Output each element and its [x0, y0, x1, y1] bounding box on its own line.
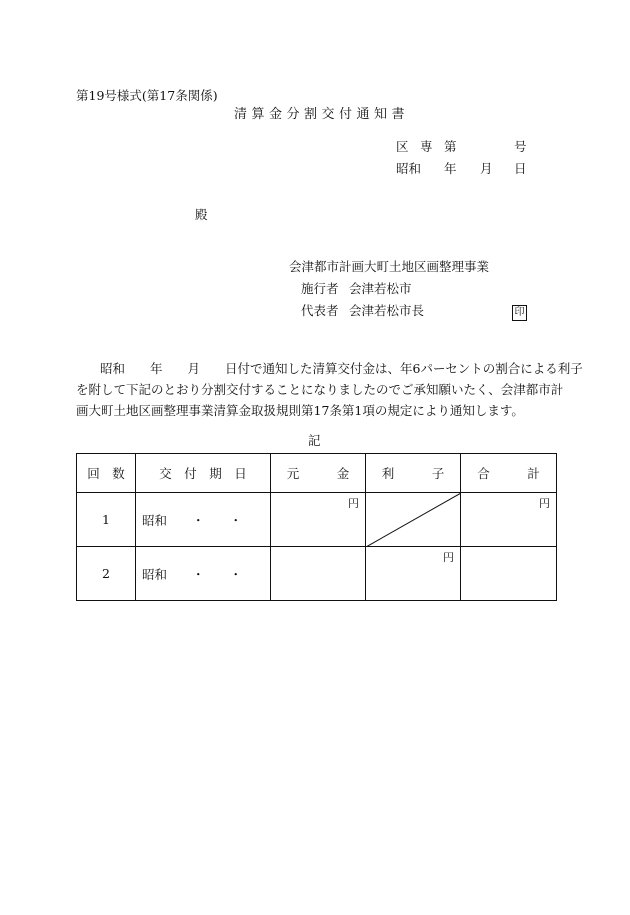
executor-name: 会津若松市	[349, 281, 412, 296]
header-count: 回 数	[77, 454, 136, 493]
row2-total	[461, 547, 557, 601]
row2-date: 昭和 ・ ・	[136, 547, 271, 601]
ref-sen: 専	[420, 139, 433, 154]
installment-table	[76, 453, 557, 601]
ref-ku: 区	[396, 139, 409, 154]
header-total: 合 計	[461, 454, 557, 493]
diagonal-strike-line	[366, 493, 461, 547]
ref-dai: 第	[444, 139, 457, 154]
issuer-project: 会津都市計画大町土地区画整理事業	[289, 259, 490, 274]
header-date: 交 付 期 日	[136, 454, 271, 493]
header-principal: 元 金	[271, 454, 366, 493]
interest-unit: 円	[443, 551, 454, 564]
body-line-3: 画大町土地区画整理事業清算金取扱規則第17条第1項の規定により通知します。	[76, 403, 524, 418]
principal-unit: 円	[348, 497, 359, 510]
ref-era: 昭和	[396, 161, 422, 176]
ref-month: 月	[480, 161, 493, 176]
header-interest: 利 子	[366, 454, 461, 493]
table-header-row	[77, 454, 557, 493]
form-number: 第19号様式(第17条関係)	[76, 88, 218, 103]
representative-name: 会津若松市長	[349, 303, 425, 318]
row2-principal	[271, 547, 366, 601]
body-line-2: を附して下記のとおり分割交付することになりましたのでご承知願いたく、会津都市計	[76, 382, 564, 397]
row1-total	[461, 493, 557, 547]
note-label: 記	[308, 433, 321, 448]
row1-date: 昭和 ・ ・	[136, 493, 271, 547]
document-title: 清算金分割交付通知書	[234, 107, 410, 122]
ref-year: 年	[444, 161, 457, 176]
table-row	[77, 547, 557, 601]
seal-mark: 印	[512, 305, 527, 321]
row1-count: 1	[77, 493, 136, 547]
row1-interest	[366, 493, 461, 547]
row2-interest	[366, 547, 461, 601]
ref-day: 日	[514, 161, 527, 176]
executor-label: 施行者	[301, 281, 339, 296]
row2-count: 2	[77, 547, 136, 601]
seal-stamp	[512, 300, 527, 321]
row1-principal	[271, 493, 366, 547]
table-row	[77, 493, 557, 547]
body-line-1: 昭和 年 月 日付で通知した清算交付金は、年6パーセントの割合による利子	[100, 361, 583, 376]
representative-label: 代表者	[301, 303, 339, 318]
total-unit: 円	[539, 497, 550, 510]
ref-go: 号	[514, 139, 527, 154]
addressee-suffix: 殿	[195, 207, 208, 222]
notice-body	[76, 358, 583, 421]
